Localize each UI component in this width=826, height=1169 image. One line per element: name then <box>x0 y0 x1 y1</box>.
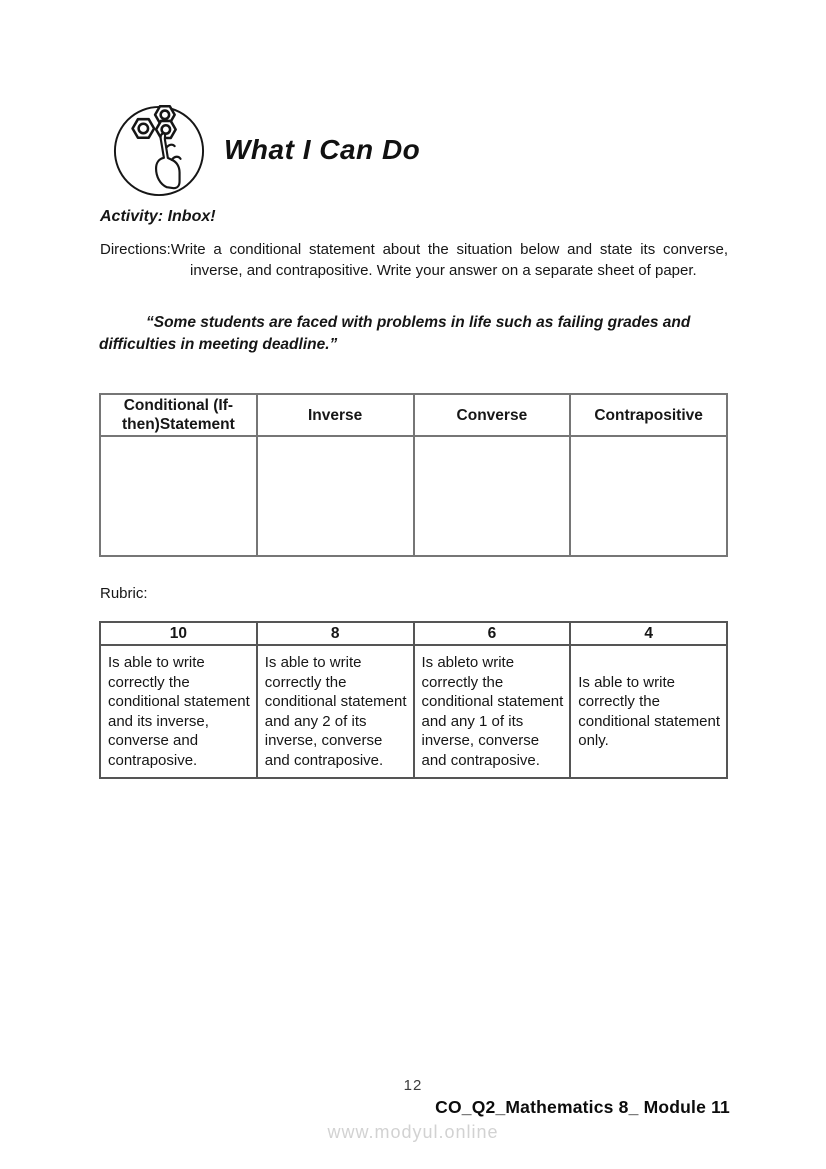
conditional-table-header-row <box>100 394 727 436</box>
situation-quote: “Some students are faced with problems in life such as failing grades and difficulties in meeting deadline.” <box>99 314 691 353</box>
rubric-score-4: 4 <box>570 622 727 645</box>
rubric-score-10: 10 <box>100 622 257 645</box>
rubric-score-6: 6 <box>414 622 571 645</box>
column-header-conditional: Conditional (If-then)Statement <box>100 394 257 436</box>
rubric-score-8: 8 <box>257 622 414 645</box>
module-footer-label: CO_Q2_Mathematics 8_ Module 11 <box>435 1097 730 1117</box>
column-header-converse: Converse <box>414 394 571 436</box>
hand-holding-nuts-icon <box>112 104 206 198</box>
answer-cell-inverse <box>257 436 414 556</box>
rubric-criteria-6: Is ableto write correctly the conditional statement and any 1 of its inverse, converse and contraposive. <box>414 645 571 778</box>
conditional-statement-table <box>99 393 728 557</box>
directions-text: Write a conditional statement about the situation below and state its converse, inverse, and contrapositive. Write your answer on a separate sheet of paper. <box>170 241 728 279</box>
page-title: What I Can Do <box>224 134 421 165</box>
column-header-inverse: Inverse <box>257 394 414 436</box>
rubric-header-row <box>100 622 727 645</box>
directions-paragraph <box>100 239 728 281</box>
rubric-table <box>99 621 728 779</box>
rubric-label: Rubric: <box>100 585 148 602</box>
rubric-criteria-4: Is able to write correctly the conditional statement only. <box>570 645 727 778</box>
page-number: 12 <box>403 1077 423 1094</box>
answer-row <box>100 436 727 556</box>
rubric-criteria-8: Is able to write correctly the conditional statement and any 2 of its inverse, converse and contraposive. <box>257 645 414 778</box>
column-header-contrapositive: Contrapositive <box>570 394 727 436</box>
watermark-text: www.modyul.online <box>327 1122 499 1142</box>
activity-label: Activity: Inbox! <box>100 208 216 225</box>
answer-cell-converse <box>414 436 571 556</box>
answer-cell-conditional <box>100 436 257 556</box>
directions-label: Directions: <box>100 241 171 258</box>
rubric-criteria-10: Is able to write correctly the conditional statement and its inverse, converse and contraposive. <box>100 645 257 778</box>
rubric-criteria-row <box>100 645 727 778</box>
answer-cell-contrapositive <box>570 436 727 556</box>
